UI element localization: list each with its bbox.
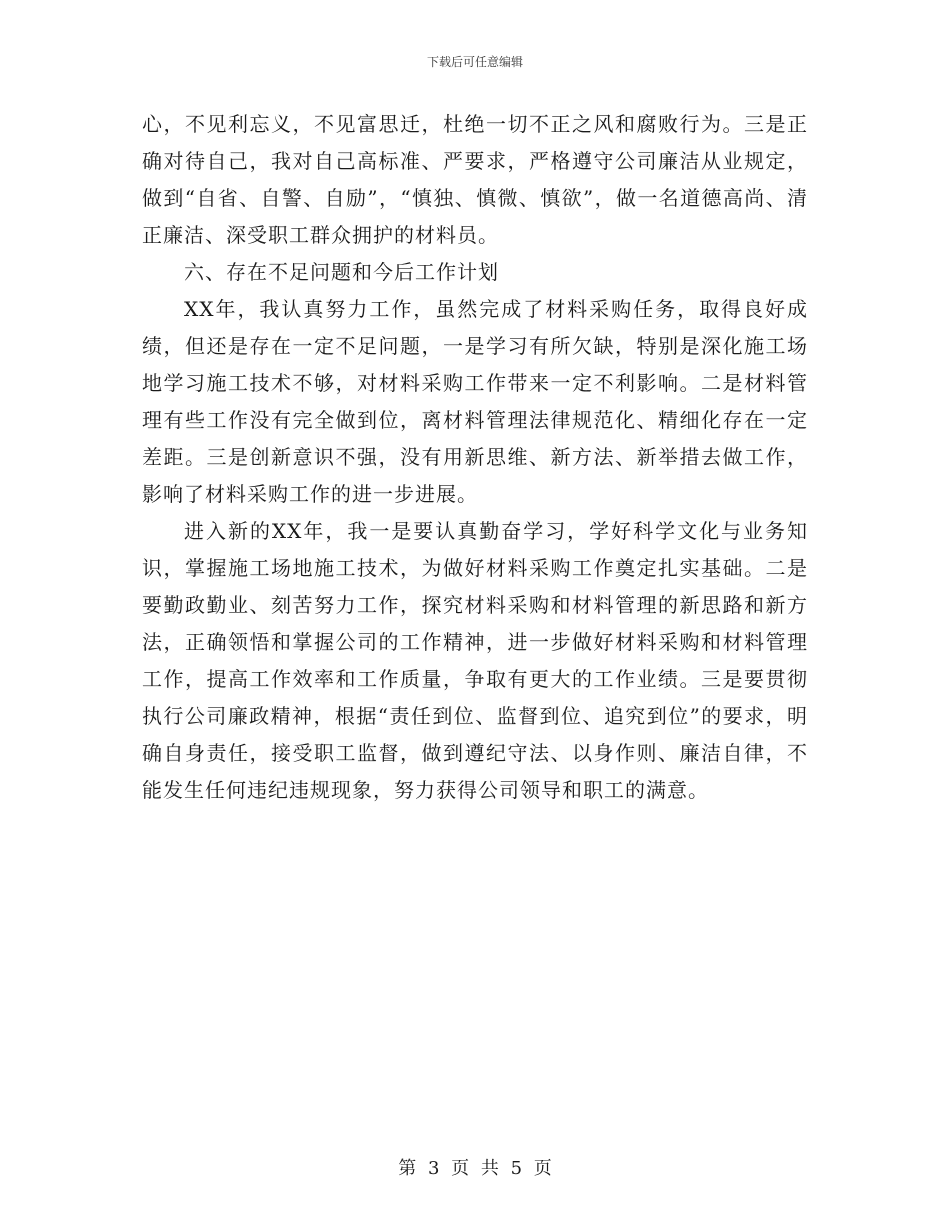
- page-header: 下载后可任意编辑: [426, 55, 523, 69]
- paragraph-shortcomings: XX年，我认真努力工作，虽然完成了材料采购任务，取得良好成绩，但还是存在一定不足问题，一是学习有所欠缺，特别是深化施工场地学习施工技术不够，对材料采购工作带来一定不利影响。二是材料管理有些工作没有完全做到位，离材料管理法律规范化、精细化存在一定差距。三是创新意识不强，没有用新思维、新方法、新举措去做工作，影响了材料采购工作的进一步进展。: [142, 297, 808, 506]
- document-body: [142, 106, 808, 809]
- paragraph-plan: 进入新的XX年，我一是要认真勤奋学习，学好科学文化与业务知识，掌握施工场地施工技术，为做好材料采购工作奠定扎实基础。二是要勤政勤业、刻苦努力工作，探究材料采购和材料管理的新思路和新方法，正确领悟和掌握公司的工作精神，进一步做好材料采购和材料管理工作，提高工作效率和工作质量，争取有更大的工作业绩。三是要贯彻执行公司廉政精神，根据“责任到位、监督到位、追究到位”的要求，明确自身责任，接受职工监督，做到遵纪守法、以身作则、廉洁自律，不能发生任何违纪违规现象，努力获得公司领导和职工的满意。: [142, 519, 808, 802]
- section-heading: 六、存在不足问题和今后工作计划: [184, 260, 499, 284]
- paragraph-continuation: 心，不见利忘义，不见富思迁，杜绝一切不正之风和腐败行为。三是正确对待自己，我对自己高标准、严要求，严格遵守公司廉洁从业规定，做到“自省、自警、自励”，“慎独、慎微、慎欲”，做一名道德高尚、清正廉洁、深受职工群众拥护的材料员。: [142, 112, 808, 247]
- page-number: 第 3 页 共 5 页: [398, 1158, 552, 1179]
